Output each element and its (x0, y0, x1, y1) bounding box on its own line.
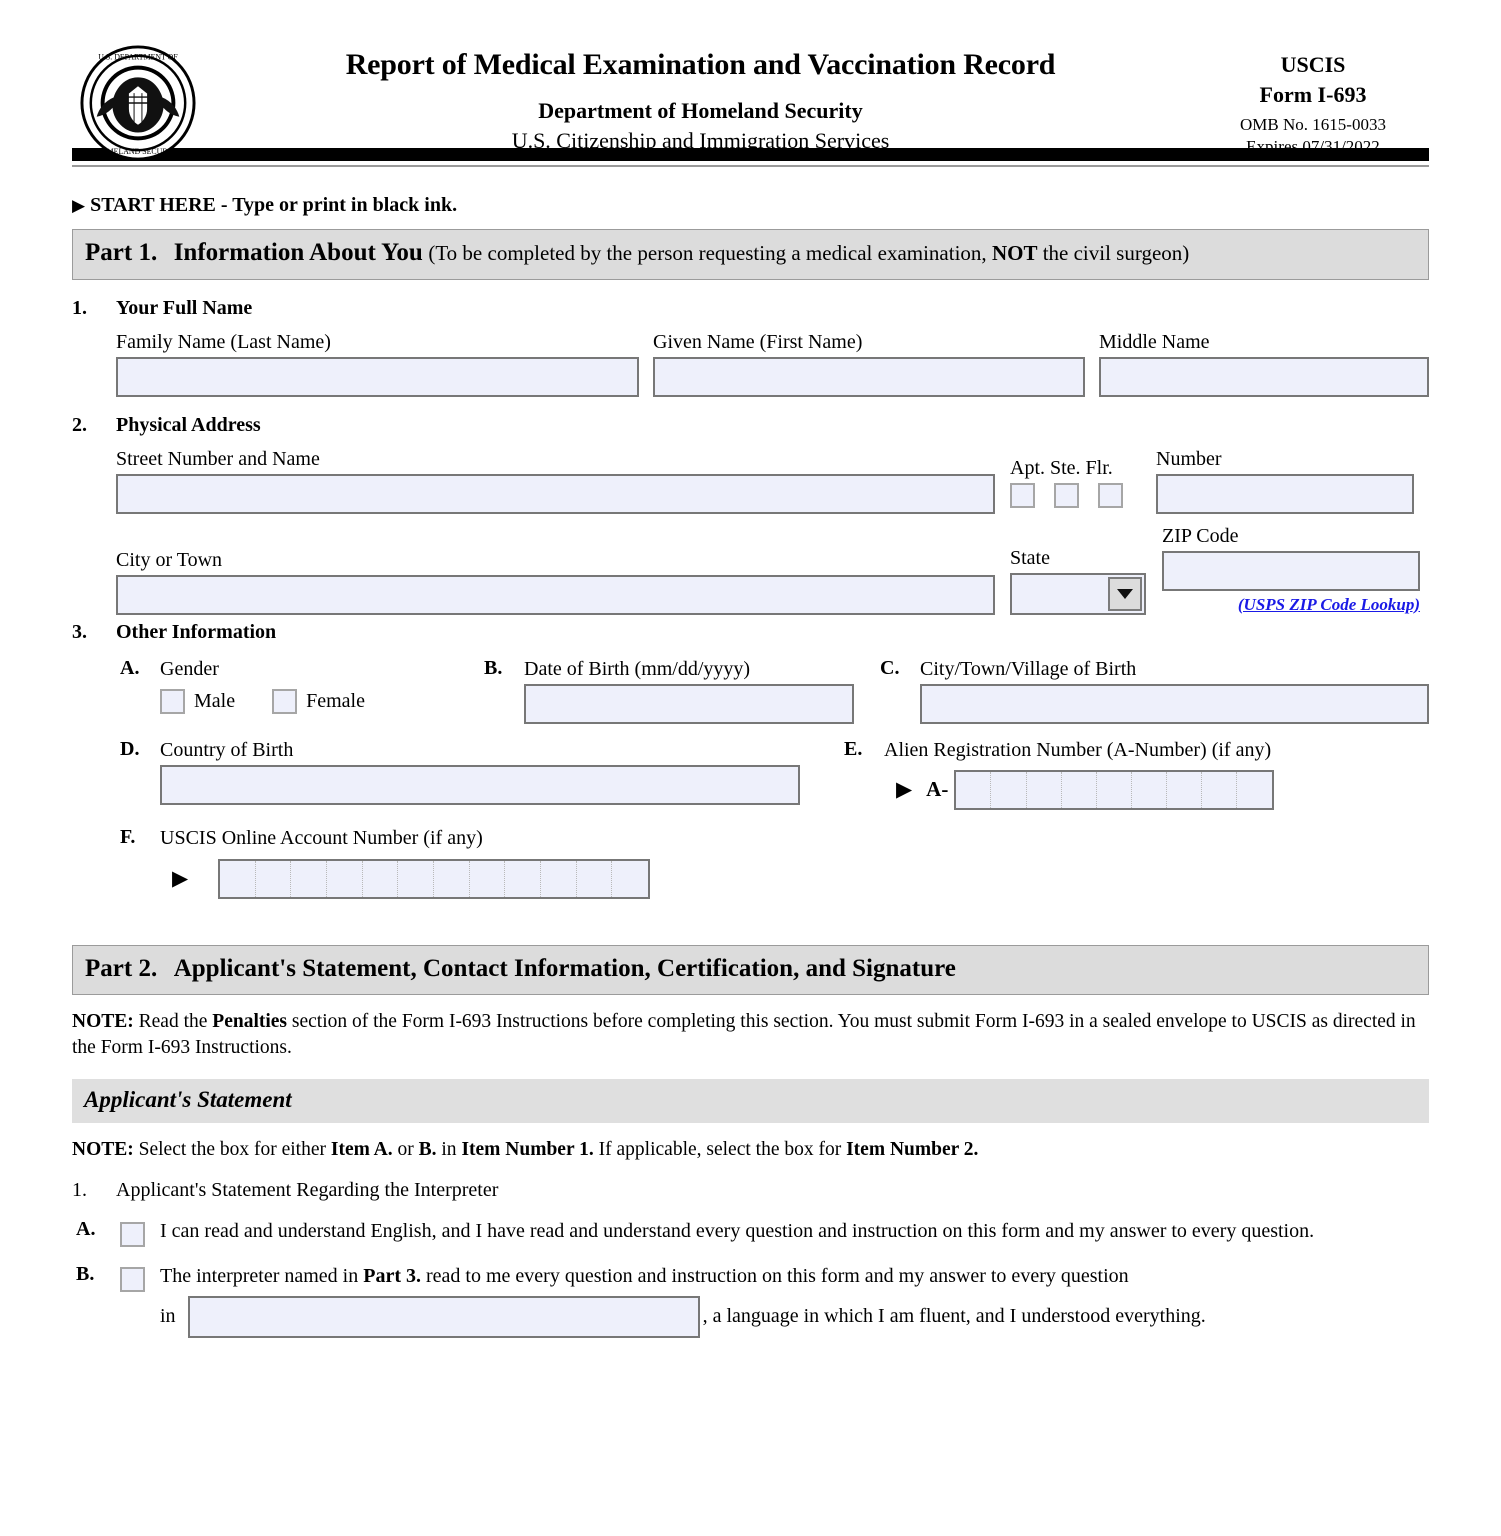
as-item-1-title: Applicant's Statement Regarding the Interpreter (116, 1179, 499, 1202)
part2-note-pre: Read the (133, 1011, 213, 1032)
as-item-1b-text-1: The interpreter named in (160, 1265, 364, 1288)
start-here-text: START HERE - Type or print in black ink. (90, 194, 458, 216)
zip-input[interactable] (1162, 551, 1420, 591)
item-1-full-name (72, 297, 1429, 397)
part2-number: Part 2. (85, 954, 158, 982)
family-name-input[interactable] (116, 357, 639, 397)
dhs-seal-icon (79, 44, 197, 162)
city-of-birth-label: City/Town/Village of Birth (920, 657, 1137, 680)
expiration-date: Expires 07/31/2022 (1246, 137, 1380, 157)
family-name-label: Family Name (Last Name) (116, 330, 331, 353)
alien-number-input[interactable] (954, 770, 1274, 810)
as-item-1 (72, 1179, 1429, 1202)
arrow-right-icon-alien: ▶ (896, 777, 913, 801)
as-note-bold-3: Item Number 1. (461, 1139, 594, 1161)
gender-female-checkbox[interactable] (272, 689, 297, 714)
applicant-statement-heading: Applicant's Statement (72, 1079, 1429, 1123)
apt-ste-flr-label: Apt. Ste. Flr. (1010, 456, 1113, 479)
city-label: City or Town (116, 548, 223, 571)
as-note-text-3: in (436, 1139, 462, 1161)
street-input[interactable] (116, 474, 995, 514)
online-account-label: USCIS Online Account Number (if any) (160, 826, 483, 849)
org-label: USCIS (1280, 52, 1346, 77)
item-2-physical-address (72, 414, 1429, 615)
start-here-notice (72, 194, 1429, 217)
part2-note-bold: Penalties (212, 1011, 288, 1032)
omb-number: OMB No. 1615-0033 (1240, 114, 1386, 134)
city-input[interactable] (116, 575, 995, 615)
page-title: Report of Medical Examination and Vaccination Record (345, 48, 1056, 81)
as-item-1b-language-input[interactable] (188, 1296, 700, 1338)
as-note-text-1: Select the box for either (133, 1139, 331, 1161)
part2-title: Applicant's Statement, Contact Information, Certification, and Signature (173, 954, 956, 982)
city-of-birth-input[interactable] (920, 684, 1429, 724)
item-2-number: 2. (72, 413, 87, 436)
item-3-title: Other Information (116, 620, 277, 643)
item-3-number: 3. (72, 620, 87, 643)
seal-container (72, 34, 204, 162)
title-block (204, 34, 1197, 153)
as-item-1a-text: I can read and understand English, and I have read and understand every question and instruction on this form and my answer to every question. (160, 1220, 1315, 1243)
alien-number-prefix: A- (926, 777, 949, 801)
part1-desc-post: the civil surgeon) (1037, 241, 1190, 265)
as-note-text-4: If applicable, select the box for (593, 1139, 847, 1161)
alien-number-label: Alien Registration Number (A-Number) (if any) (884, 738, 1272, 761)
as-item-1a-checkbox[interactable] (120, 1222, 145, 1247)
as-item-1b-in-label: in (160, 1305, 176, 1328)
gender-label: Gender (160, 657, 219, 680)
as-item-1b-letter: B. (76, 1263, 95, 1286)
dob-input[interactable] (524, 684, 854, 724)
arrow-right-icon: ▶ (72, 196, 86, 215)
as-item-1a (72, 1218, 1429, 1247)
given-name-label: Given Name (First Name) (653, 330, 863, 353)
apt-checkbox[interactable] (1010, 483, 1035, 508)
agency-name: Department of Homeland Security (538, 97, 863, 123)
as-note-bold-2: B. (418, 1139, 437, 1161)
part1-title: Information About You (173, 239, 423, 266)
part2-note (72, 1009, 1429, 1061)
arrow-right-icon-online: ▶ (172, 866, 189, 890)
bureau-name: U.S. Citizenship and Immigration Services (511, 127, 890, 153)
country-of-birth-label: Country of Birth (160, 738, 294, 761)
as-item-1b-bold: Part 3. (363, 1265, 422, 1288)
gender-male-label: Male (194, 689, 236, 712)
as-item-1b (72, 1263, 1429, 1337)
item-3f-letter: F. (120, 825, 136, 848)
middle-name-label: Middle Name (1099, 330, 1210, 353)
part1-banner (72, 229, 1429, 280)
svg-text:U.S. DEPARTMENT OF: U.S. DEPARTMENT OF (98, 52, 178, 62)
form-number-label: Form I-693 (1259, 81, 1367, 107)
item-3a-letter: A. (120, 656, 140, 679)
street-label: Street Number and Name (116, 447, 320, 470)
given-name-input[interactable] (653, 357, 1085, 397)
as-item-1b-checkbox[interactable] (120, 1267, 145, 1292)
apt-number-label: Number (1156, 447, 1222, 470)
as-note-text-2: or (392, 1139, 419, 1161)
form-id-block (1197, 34, 1429, 158)
item-3-other-information (72, 621, 1429, 899)
part1-desc-bold: NOT (991, 241, 1038, 265)
country-of-birth-input[interactable] (160, 765, 800, 805)
part1-number: Part 1. (85, 239, 158, 266)
as-item-1a-letter: A. (76, 1218, 96, 1241)
gender-female-label: Female (306, 689, 365, 712)
state-select[interactable] (1010, 573, 1146, 615)
part2-note-post: section of the Form I-693 Instructions before completing this section. You must submit Form I-693 in a sealed envelope to USCIS as directed in the Form I-693 Instructions. (72, 1011, 1416, 1059)
apt-number-input[interactable] (1156, 474, 1414, 514)
zip-label: ZIP Code (1162, 524, 1239, 547)
item-3e-letter: E. (844, 737, 863, 760)
applicant-statement-note (72, 1137, 1429, 1163)
state-label: State (1010, 546, 1050, 569)
as-note-bold-4: Item Number 2. (846, 1139, 979, 1161)
item-3b-letter: B. (484, 656, 503, 679)
item-3d-letter: D. (120, 737, 140, 760)
item-2-title: Physical Address (116, 413, 261, 436)
part2-banner (72, 945, 1429, 996)
page-header (72, 0, 1429, 157)
dob-label: Date of Birth (mm/dd/yyyy) (524, 657, 751, 680)
item-1-number: 1. (72, 296, 87, 319)
svg-text:HOMELAND SECURITY: HOMELAND SECURITY (95, 147, 181, 157)
ste-checkbox[interactable] (1054, 483, 1079, 508)
item-3c-letter: C. (880, 656, 900, 679)
as-note-bold-1: Item A. (330, 1139, 393, 1161)
as-item-1-number: 1. (72, 1179, 87, 1202)
header-rule-thin (72, 165, 1429, 167)
gender-male-checkbox[interactable] (160, 689, 185, 714)
part1-desc-pre: (To be completed by the person requesting a medical examination, (428, 241, 992, 265)
flr-checkbox[interactable] (1098, 483, 1123, 508)
part2-note-label: NOTE: (72, 1011, 134, 1032)
as-item-1b-text-3: , a language in which I am fluent, and I understood everything. (702, 1305, 1206, 1328)
middle-name-input[interactable] (1099, 357, 1429, 397)
usps-zip-lookup-link[interactable]: (USPS ZIP Code Lookup) (1237, 594, 1420, 614)
chevron-down-icon[interactable] (1108, 577, 1142, 611)
as-item-1b-text-2: read to me every question and instruction on this form and my answer to every question (421, 1265, 1129, 1288)
online-account-input[interactable] (218, 859, 650, 899)
as-note-label: NOTE: (72, 1139, 134, 1161)
item-1-title: Your Full Name (116, 296, 253, 319)
